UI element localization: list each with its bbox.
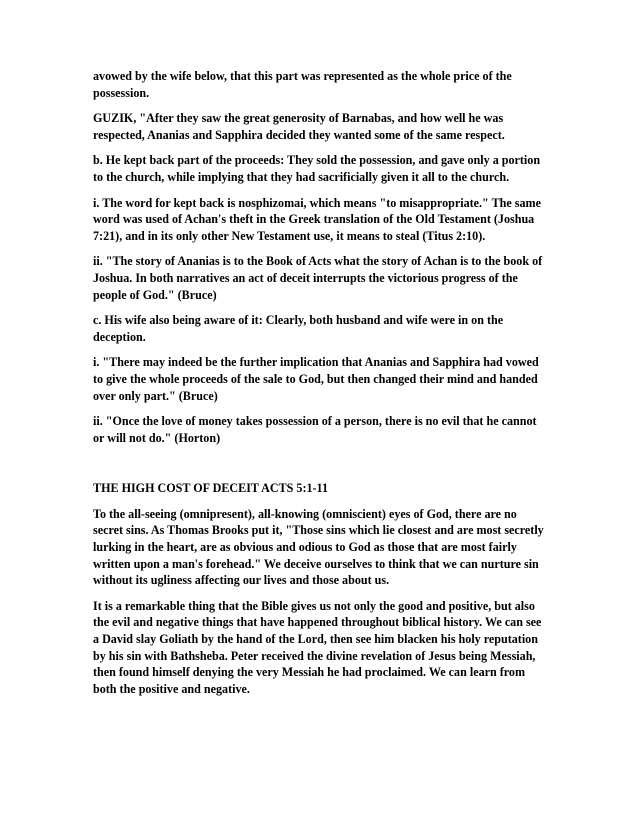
paragraph-kept-back: b. He kept back part of the proceeds: They sold the possession, and gave only a portion to the church, while implying that they had sacrificially given it all to the church.: [93, 153, 541, 184]
paragraph-all-seeing: To the all-seeing (omnipresent), all-knowing (omniscient) eyes of God, there are no secret sins. As Thomas Brooks put it, "Those sins which lie closest and are most secretly lurking in the heart, are as obvious and odious to God as those that are most fairly written upon a man's forehead." We deceive ourselves to think that we can nurture sin without its ugliness affecting our lives and those about us.: [93, 506, 544, 588]
paragraph-remarkable-thing: It is a remarkable thing that the Bible gives us not only the good and positive, but also the evil and negative things that have happened throughout biblical history. We can see a David slay Goliath by the hand of the Lord, then see him blacken his holy reputation by his sin with Bathsheba. Peter received the divine revelation of Jesus being Messiah, then found himself denying the very Messiah he had proclaimed. We can learn from both the positive and negative.: [93, 598, 542, 696]
paragraph-nosphizomai: i. The word for kept back is nosphizomai, which means "to misappropriate." The same word was used of Achan's theft in the Greek translation of the Old Testament (Joshua 7:21), and in its only other New Testament use, it means to steal (Titus 2:10).: [93, 195, 541, 243]
paragraph-wife-aware: c. His wife also being aware of it: Clearly, both husband and wife were in on the deception.: [93, 313, 504, 344]
paragraph-further-implication: i. "There may indeed be the further implication that Ananias and Sapphira had vowed to give the whole proceeds of the sale to God, but then changed their mind and handed over only part." (Bruce): [93, 355, 539, 403]
paragraph-avowed: avowed by the wife below, that this part was represented as the whole price of the possession.: [93, 69, 512, 100]
paragraph-story-of-ananias: ii. "The story of Ananias is to the Book of Acts what the story of Achan is to the book of Joshua. In both narratives an act of deceit interrupts the victorious progress of the people of God." (Bruce): [93, 254, 543, 302]
paragraph-guzik: GUZIK, "After they saw the great generosity of Barnabas, and how well he was respected, Ananias and Sapphira decided they wanted some of the same respect.: [93, 111, 505, 142]
paragraph-love-of-money: ii. "Once the love of money takes possession of a person, there is no evil that he cannot or will not do." (Horton): [93, 414, 537, 445]
section-heading: THE HIGH COST OF DECEIT ACTS 5:1-11: [93, 481, 328, 496]
document-page: [93, 68, 548, 706]
